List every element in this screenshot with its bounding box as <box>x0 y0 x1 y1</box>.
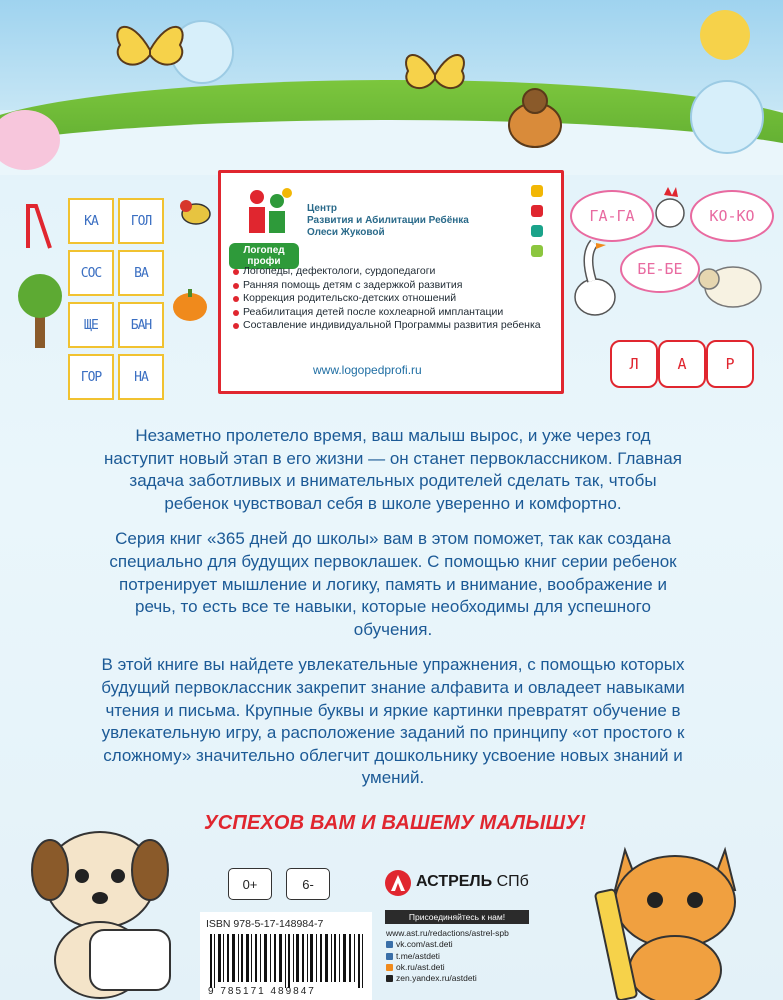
link-row[interactable] <box>386 939 509 950</box>
goldfinch-icon <box>176 192 216 232</box>
isbn-block <box>200 912 372 1000</box>
web-link[interactable]: www.ast.ru/redactions/astrel-spb <box>386 928 509 938</box>
link-row[interactable] <box>386 951 509 962</box>
service-item: Коррекция родительско-детских отношений <box>233 292 553 306</box>
publisher-name <box>416 873 529 891</box>
letter-cube: КА <box>68 198 114 244</box>
heart-icon <box>531 205 543 217</box>
telegram-link[interactable]: t.me/astdeti <box>396 950 440 961</box>
service-item: Составление индивидуальной Программы развития ребенка <box>233 319 553 333</box>
letter-figure: А <box>658 340 706 388</box>
vk-icon <box>386 941 393 948</box>
services-list <box>233 265 553 333</box>
family-logo-icon <box>237 185 297 247</box>
description-paragraph: Серия книг «365 дней до школы» вам в этом поможет, так как создана специально для будущих первоклашек. С помощью книг серии ребенок потренирует мышление и логику, память и внимание, воображение и речь, то есть все те навыки, которые необходимы для успешного обучения. <box>109 529 677 639</box>
astrel-logo-icon <box>385 870 411 896</box>
age-rating-badge: 0+ <box>228 868 272 900</box>
description-paragraph: В этой книге вы найдете увлекательные упражнения, с помощью которых будущий первоклассник закрепит знание алфавита и овладеет навыками чтения и письма. Крупные буквы и яркие картинки превратят обучение в увлекательную игру, а расположение заданий по принципу «от простого к сложному» значительно облегчит дошкольнику усвоение новых знаний и умений. <box>101 655 685 788</box>
info-box <box>218 170 564 394</box>
goose-icon <box>570 235 620 325</box>
link-row[interactable] <box>386 973 509 984</box>
letter-cube: БАН <box>118 302 164 348</box>
speech-bubble: КО-КО <box>690 190 774 242</box>
kitten-icon <box>585 830 775 1000</box>
heart-icon <box>531 185 543 197</box>
service-item: Ранняя помощь детям с задержкой развития <box>233 279 553 293</box>
butterfly-icon <box>110 15 190 85</box>
heart-icon <box>531 245 543 257</box>
puppy-icon <box>20 810 190 1000</box>
description-paragraph: Незаметно пролетело время, ваш малыш вырос, и уже через год наступит новый этап в его жизни — он станет первоклассником. Главная задача заботливых и внимательных родителей сделать так, чтобы ребенок чувствовал себя в школе уверенно и комфортно. <box>104 426 682 513</box>
butterfly-icon-2 <box>400 45 470 105</box>
publisher-brand: АСТРЕЛЬ <box>416 873 493 890</box>
pumpkin-icon <box>170 285 210 325</box>
service-item: Логопеды, дефектологи, сурдопедагоги <box>233 265 553 279</box>
barcode-digits: 9 785171 489847 <box>208 986 316 997</box>
description-text <box>98 425 688 803</box>
flower-right-2 <box>700 10 750 60</box>
zen-link[interactable]: zen.yandex.ru/astdeti <box>396 973 477 984</box>
publisher-city: СПб <box>496 873 529 890</box>
sheep-icon <box>695 255 765 315</box>
letter-figures <box>610 340 750 400</box>
telegram-icon <box>386 953 393 960</box>
letter-cube: ГОР <box>68 354 114 400</box>
speech-bubble: ГА-ГА <box>570 190 654 242</box>
logo-text: Логопед профи <box>229 243 299 269</box>
link-row[interactable] <box>386 928 509 939</box>
letter-cube: НА <box>118 354 164 400</box>
link-row[interactable] <box>386 962 509 973</box>
slogan: УСПЕХОВ ВАМ И ВАШЕМУ МАЛЫШУ! <box>204 812 586 834</box>
letter-figure: Р <box>706 340 754 388</box>
ok-link[interactable]: ok.ru/ast.deti <box>396 961 445 972</box>
letter-cube: ВА <box>118 250 164 296</box>
tree-icon <box>15 270 65 350</box>
vk-link[interactable]: vk.com/ast.deti <box>396 939 453 950</box>
join-us-bar: Присоединяйтесь к нам! <box>385 910 529 924</box>
letter-cubes <box>62 198 172 398</box>
center-title-line: Олеси Жуковой <box>307 227 385 238</box>
letter-cube: ЩЕ <box>68 302 114 348</box>
center-title <box>307 203 469 239</box>
ok-icon <box>386 964 393 971</box>
letter-figure: Л <box>610 340 658 388</box>
rooster-icon <box>650 183 690 233</box>
barcode-icon <box>208 934 366 988</box>
beetle-icon <box>495 85 575 155</box>
flower-right <box>690 80 764 154</box>
isbn-label: ISBN 978-5-17-148984-7 <box>206 918 324 930</box>
heart-icon <box>531 225 543 237</box>
slide-icon <box>20 200 60 250</box>
service-item: Реабилитация детей после кохлеарной имплантации <box>233 306 553 320</box>
publisher-links <box>386 928 509 984</box>
center-title-line: Центр <box>307 203 338 214</box>
speech-bubble: БЕ-БЕ <box>620 245 700 293</box>
top-illustration <box>0 0 783 175</box>
website-link[interactable]: www.logopedprofi.ru <box>313 363 422 377</box>
center-title-line: Развития и Абилитации Ребёнка <box>307 215 469 226</box>
letter-cube: ГОЛ <box>118 198 164 244</box>
heart-icons <box>531 185 545 265</box>
age-rating-badge: 6- <box>286 868 330 900</box>
letter-cube: СОС <box>68 250 114 296</box>
zen-icon <box>386 975 393 982</box>
